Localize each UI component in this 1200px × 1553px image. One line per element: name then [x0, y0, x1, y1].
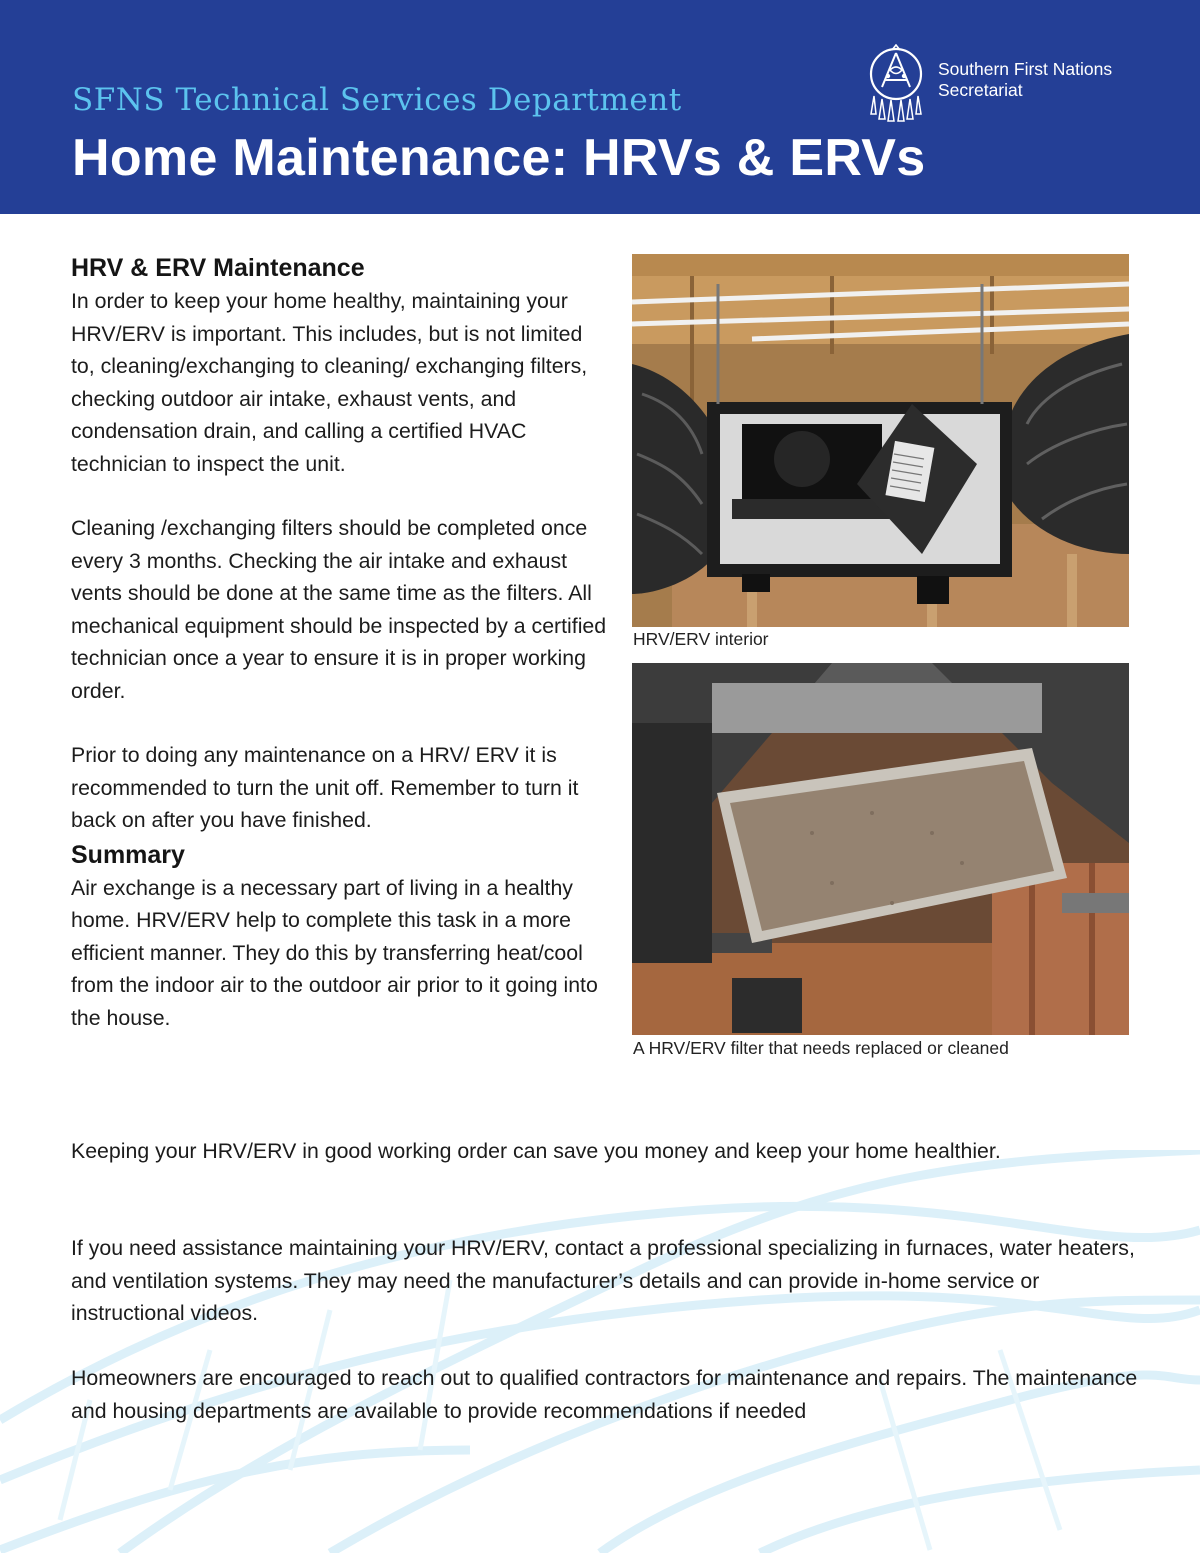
photo-1-caption: HRV/ERV interior: [633, 629, 769, 649]
sfns-logo-icon: [866, 44, 926, 122]
closing-paragraph-3: Homeowners are encouraged to reach out to qualified contractors for maintenance and repairs. The maintenance and housing departments are available to provide recommendations if needed: [71, 1366, 1138, 1423]
summary-paragraph: Air exchange is a necessary part of living in a healthy home. HRV/ERV help to complete this task in a more efficient manner. They do this by transferring heat/cool from the indoor air to the outdoor air prior to it going into the house.: [71, 875, 598, 1030]
hrv-interior-photo: [632, 254, 1129, 627]
closing-paragraph-2: If you need assistance maintaining your HRV/ERV, contact a professional specializing in furnaces, water heaters, and ventilation systems. They may need the manufacturer’s details and can provide in-home service or instructional videos.: [71, 1236, 1135, 1325]
organization-name-line2: Secretariat: [938, 80, 1023, 100]
maintenance-heading: HRV & ERV Maintenance: [71, 254, 365, 282]
maintenance-paragraph-2: Cleaning /exchanging filters should be completed once every 3 months. Checking the air intake and exhaust vents should be done at the same time as the filters. All mechanical equipment should be inspected by a certified technician once a year to ensure it is in proper working order.: [71, 516, 607, 703]
photo-2-caption: A HRV/ERV filter that needs replaced or cleaned: [633, 1038, 1009, 1058]
organization-name: [938, 59, 1178, 101]
maintenance-section: [71, 254, 611, 1034]
department-name: SFNS Technical Services Department: [72, 82, 682, 118]
decorative-wave-pattern: [0, 1150, 1200, 1553]
dirty-filter-photo: [632, 663, 1129, 1035]
maintenance-paragraph-1: In order to keep your home healthy, maintaining your HRV/ERV is important. This includes, but is not limited to, cleaning/exchanging to cleaning/ exchanging filters, checking outdoor air intake, exhaust vents, and condensation drain, and calling a certified HVAC technician to inspect the unit.: [71, 289, 588, 476]
closing-paragraph-1: Keeping your HRV/ERV in good working order can save you money and keep your home healthier.: [71, 1139, 1001, 1163]
header-banner: [0, 0, 1200, 214]
page-title: Home Maintenance: HRVs & ERVs: [72, 129, 926, 187]
organization-name-line1: Southern First Nations: [938, 59, 1113, 79]
summary-heading: Summary: [71, 840, 185, 869]
maintenance-paragraph-3: Prior to doing any maintenance on a HRV/ ERV it is recommended to turn the unit off. Remember to turn it back on after you have finished.: [71, 743, 579, 832]
